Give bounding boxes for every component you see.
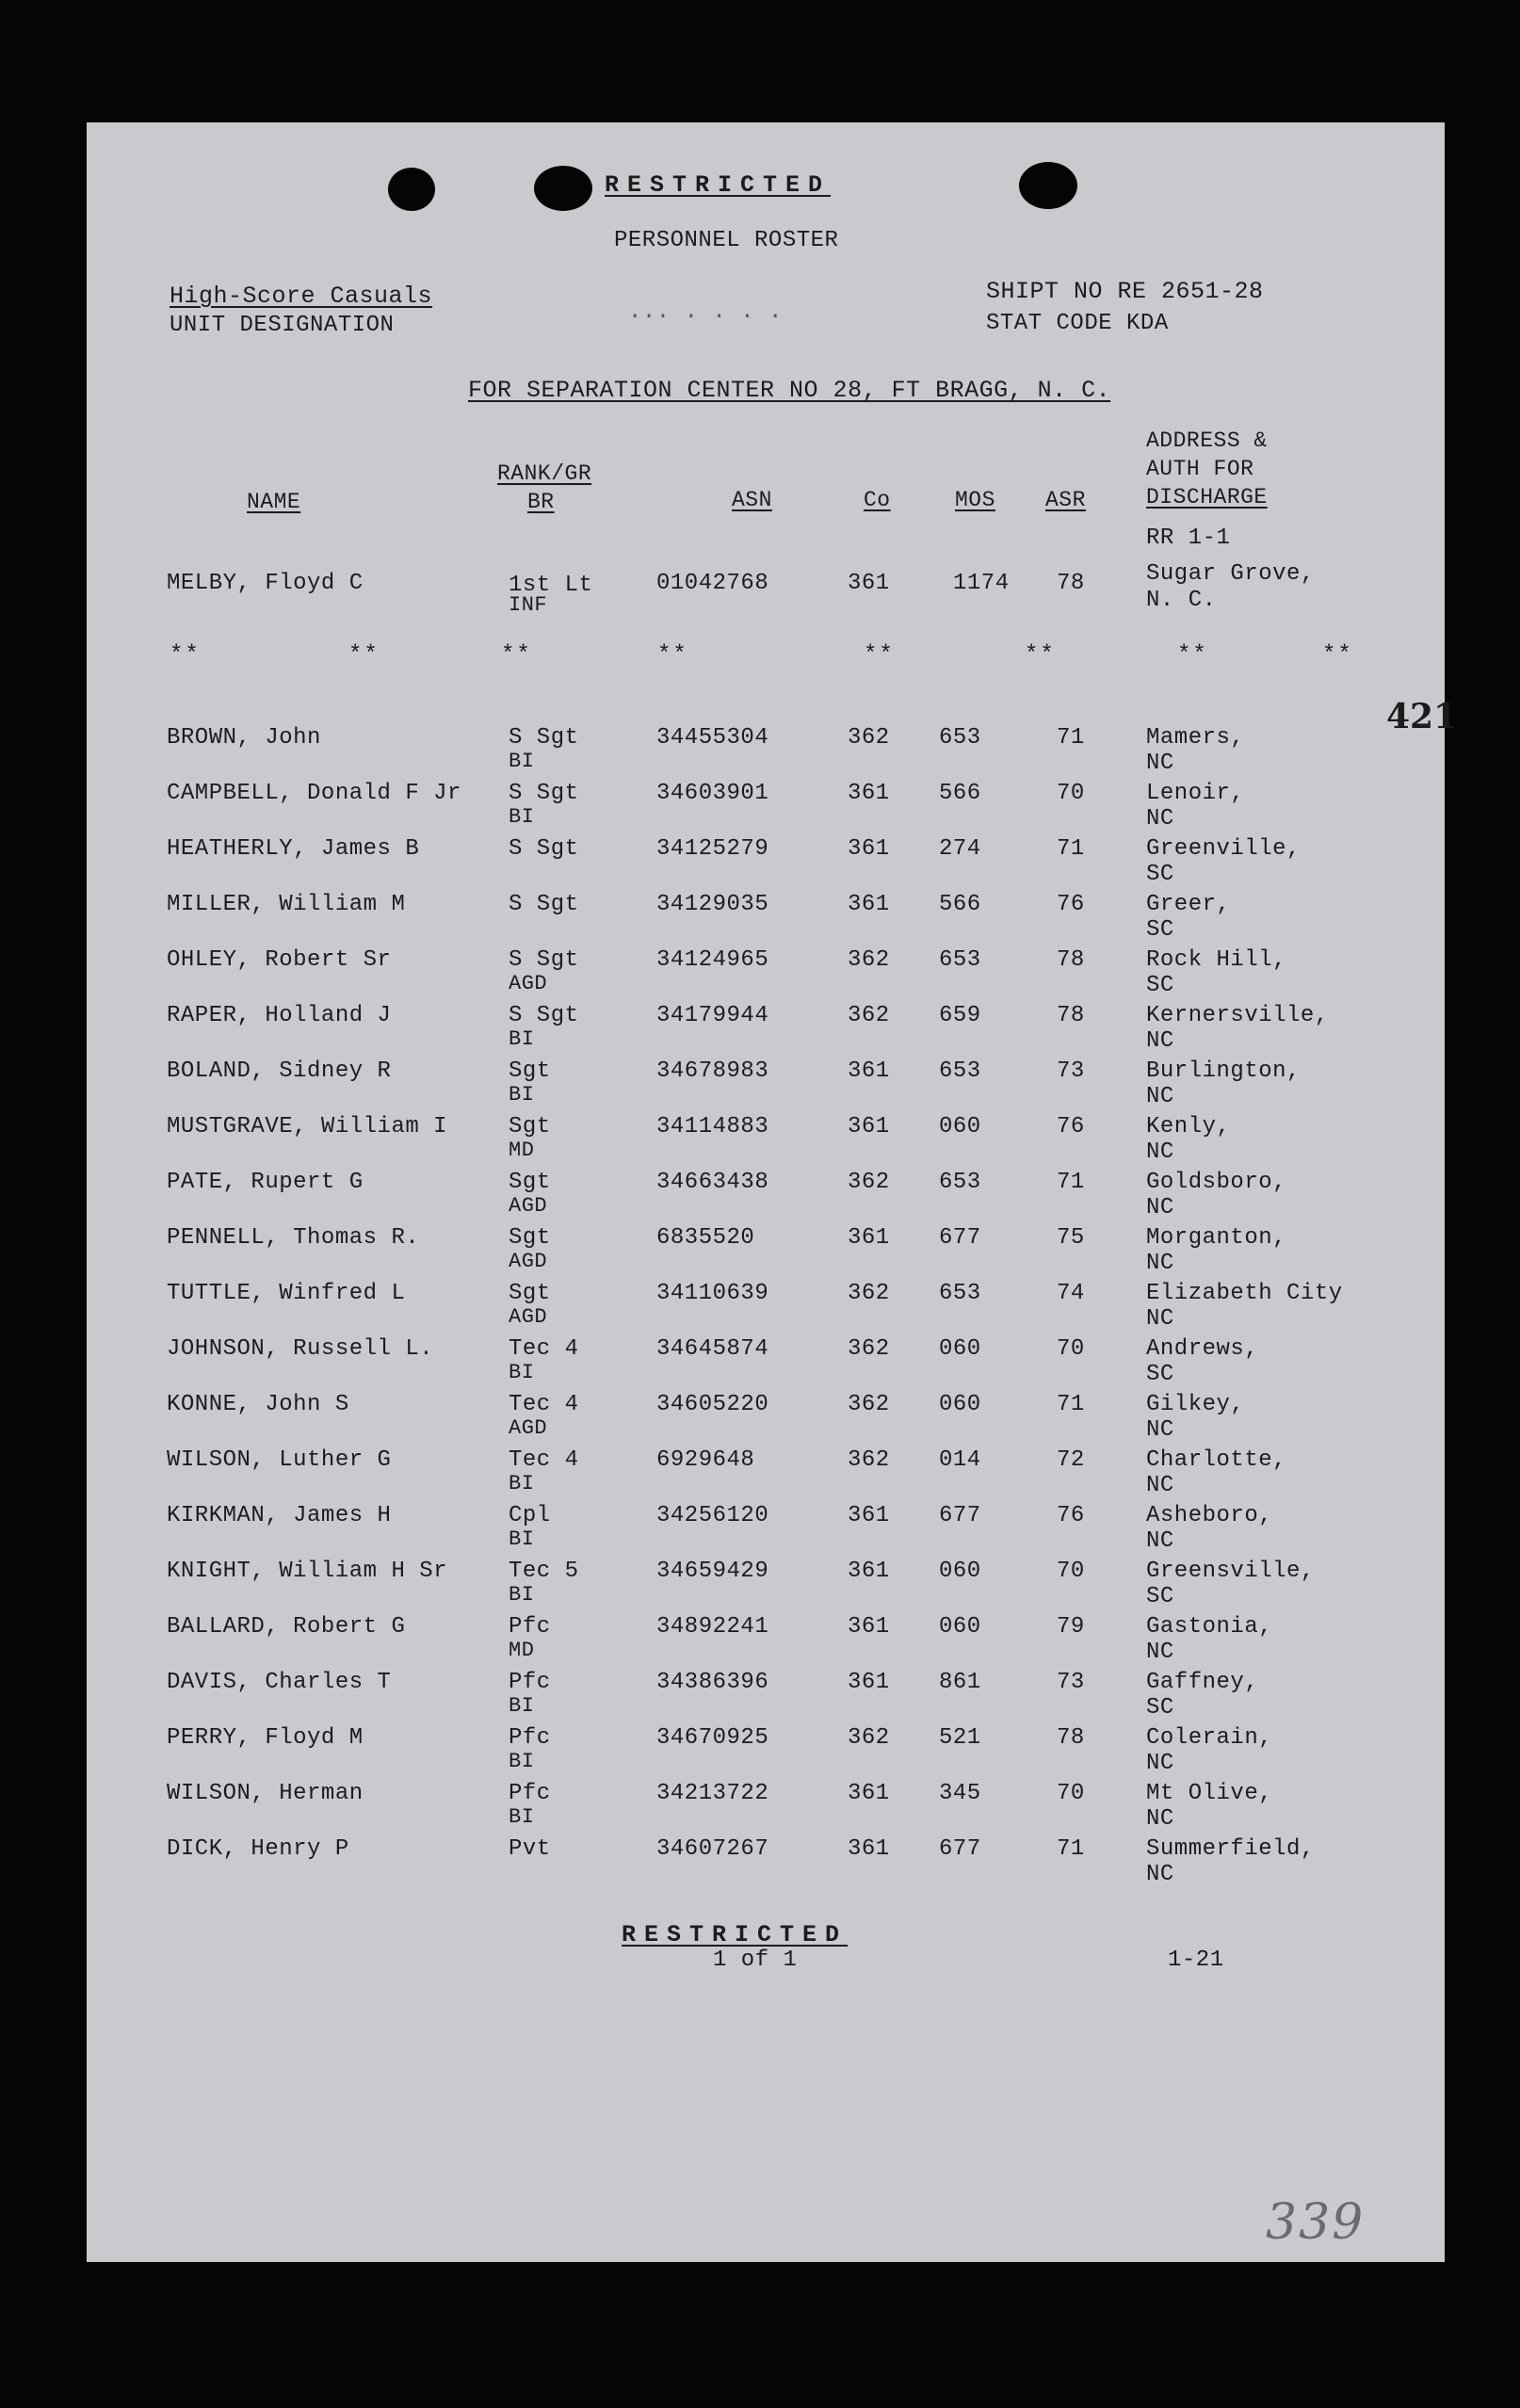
row-branch: AGD bbox=[509, 1416, 548, 1440]
row-addr2: NC bbox=[1146, 806, 1174, 832]
unit-label: UNIT DESIGNATION bbox=[170, 313, 395, 338]
row-mos: 566 bbox=[939, 781, 981, 806]
row-asr: 76 bbox=[1057, 892, 1085, 917]
row-mos: 677 bbox=[939, 1225, 981, 1251]
row-co: 362 bbox=[848, 1003, 890, 1028]
punch-hole-right bbox=[1019, 162, 1077, 209]
row-addr2: NC bbox=[1146, 1139, 1174, 1165]
row-addr2: NC bbox=[1146, 1806, 1174, 1832]
unit-name: High-Score Casuals bbox=[170, 283, 433, 310]
footer-page: 1 of 1 bbox=[713, 1947, 798, 1973]
row-co: 361 bbox=[848, 1836, 890, 1862]
row-name: BROWN, John bbox=[167, 725, 321, 751]
row-mos: 653 bbox=[939, 1170, 981, 1195]
row-co: 361 bbox=[848, 1503, 890, 1528]
row-name: PERRY, Floyd M bbox=[167, 1725, 364, 1751]
row-asn: 34455304 bbox=[656, 725, 769, 751]
row-asn: 34213722 bbox=[656, 1781, 769, 1806]
row-asr: 78 bbox=[1057, 1725, 1085, 1751]
row-branch: BI bbox=[509, 1527, 535, 1551]
row-asr: 76 bbox=[1057, 1114, 1085, 1139]
row-branch: AGD bbox=[509, 972, 548, 995]
punch-hole-center bbox=[534, 166, 592, 211]
row-asn: 34125279 bbox=[656, 836, 769, 862]
row-asn: 34110639 bbox=[656, 1281, 769, 1306]
row-branch: BI bbox=[509, 805, 535, 829]
row-co: 362 bbox=[848, 1447, 890, 1473]
row-name: KNIGHT, William H Sr bbox=[167, 1559, 448, 1584]
row-addr2: SC bbox=[1146, 1362, 1174, 1387]
row-addr2: SC bbox=[1146, 862, 1174, 887]
row-rank: Pfc bbox=[509, 1781, 551, 1806]
row-branch: AGD bbox=[509, 1305, 548, 1329]
row-asn: 34256120 bbox=[656, 1503, 769, 1528]
officer-asn: 01042768 bbox=[656, 571, 769, 596]
row-asn: 34659429 bbox=[656, 1559, 769, 1584]
header-rank-2: BR bbox=[527, 490, 555, 514]
row-name: MILLER, William M bbox=[167, 892, 406, 917]
row-rank: Sgt bbox=[509, 1170, 551, 1195]
row-branch: BI bbox=[509, 1361, 535, 1384]
row-rank: Sgt bbox=[509, 1225, 551, 1251]
row-asr: 79 bbox=[1057, 1614, 1085, 1640]
row-mos: 274 bbox=[939, 836, 981, 862]
row-asn: 34645874 bbox=[656, 1336, 769, 1362]
stat-code: STAT CODE KDA bbox=[986, 311, 1169, 336]
officer-mos: 1174 bbox=[953, 571, 1010, 596]
row-asr: 70 bbox=[1057, 1559, 1085, 1584]
row-co: 361 bbox=[848, 1059, 890, 1084]
row-co: 362 bbox=[848, 1170, 890, 1195]
row-rank: Tec 4 bbox=[509, 1447, 579, 1473]
row-mos: 060 bbox=[939, 1559, 981, 1584]
row-rank: S Sgt bbox=[509, 725, 579, 751]
officer-co: 361 bbox=[848, 571, 890, 596]
row-addr2: SC bbox=[1146, 973, 1174, 998]
row-addr2: NC bbox=[1146, 1028, 1174, 1054]
row-name: BOLAND, Sidney R bbox=[167, 1059, 392, 1084]
officer-address-2: N. C. bbox=[1146, 588, 1217, 613]
row-asr: 74 bbox=[1057, 1281, 1085, 1306]
row-co: 361 bbox=[848, 836, 890, 862]
row-co: 362 bbox=[848, 947, 890, 973]
row-asn: 6929648 bbox=[656, 1447, 755, 1473]
row-addr1: Mamers, bbox=[1146, 725, 1245, 751]
officer-address-1: Sugar Grove, bbox=[1146, 561, 1315, 587]
row-addr1: Morganton, bbox=[1146, 1225, 1287, 1251]
row-branch: BI bbox=[509, 1083, 535, 1107]
row-addr2: NC bbox=[1146, 1251, 1174, 1276]
separation-center: FOR SEPARATION CENTER NO 28, FT BRAGG, N. C. bbox=[468, 377, 1111, 404]
row-rank: S Sgt bbox=[509, 892, 579, 917]
header-asn: ASN bbox=[732, 488, 772, 512]
row-addr2: SC bbox=[1146, 917, 1174, 943]
row-addr2: NC bbox=[1146, 1473, 1174, 1498]
row-asn: 34386396 bbox=[656, 1670, 769, 1695]
row-asr: 78 bbox=[1057, 947, 1085, 973]
row-branch: BI bbox=[509, 1027, 535, 1051]
row-co: 362 bbox=[848, 1336, 890, 1362]
row-name: CAMPBELL, Donald F Jr bbox=[167, 781, 461, 806]
row-rank: S Sgt bbox=[509, 947, 579, 973]
row-branch: BI bbox=[509, 1805, 535, 1829]
row-co: 361 bbox=[848, 1559, 890, 1584]
row-addr1: Kenly, bbox=[1146, 1114, 1231, 1139]
row-addr1: Burlington, bbox=[1146, 1059, 1301, 1084]
row-mos: 653 bbox=[939, 947, 981, 973]
row-mos: 653 bbox=[939, 725, 981, 751]
row-addr1: Kernersville, bbox=[1146, 1003, 1329, 1028]
row-addr2: NC bbox=[1146, 1084, 1174, 1109]
row-addr1: Gastonia, bbox=[1146, 1614, 1273, 1640]
separator-stars: ** bbox=[864, 642, 895, 668]
separator-stars: ** bbox=[501, 642, 532, 668]
row-asr: 71 bbox=[1057, 1170, 1085, 1195]
document-title: RESTRICTED bbox=[605, 171, 832, 199]
row-asn: 34114883 bbox=[656, 1114, 769, 1139]
row-rank: Tec 5 bbox=[509, 1559, 579, 1584]
row-addr1: Greer, bbox=[1146, 892, 1231, 917]
row-name: MUSTGRAVE, William I bbox=[167, 1114, 448, 1139]
footer-restricted: RESTRICTED bbox=[622, 1921, 849, 1948]
row-rank: Sgt bbox=[509, 1114, 551, 1139]
row-mos: 677 bbox=[939, 1503, 981, 1528]
row-mos: 653 bbox=[939, 1281, 981, 1306]
row-addr1: Charlotte, bbox=[1146, 1447, 1287, 1473]
officer-name: MELBY, Floyd C bbox=[167, 571, 364, 596]
row-asn: 6835520 bbox=[656, 1225, 755, 1251]
row-addr1: Gilkey, bbox=[1146, 1392, 1245, 1417]
row-addr2: SC bbox=[1146, 1695, 1174, 1721]
row-co: 362 bbox=[848, 1281, 890, 1306]
row-rank: Pvt bbox=[509, 1836, 551, 1862]
row-mos: 521 bbox=[939, 1725, 981, 1751]
row-rank: S Sgt bbox=[509, 1003, 579, 1028]
handwritten-number: 339 bbox=[1266, 2194, 1366, 2251]
row-asr: 70 bbox=[1057, 1781, 1085, 1806]
row-branch: BI bbox=[509, 1472, 535, 1495]
row-co: 361 bbox=[848, 1114, 890, 1139]
row-asn: 34607267 bbox=[656, 1836, 769, 1862]
row-name: KIRKMAN, James H bbox=[167, 1503, 392, 1528]
row-asn: 34124965 bbox=[656, 947, 769, 973]
row-addr1: Summerfield, bbox=[1146, 1836, 1315, 1862]
row-asr: 72 bbox=[1057, 1447, 1085, 1473]
row-name: WILSON, Herman bbox=[167, 1781, 364, 1806]
row-mos: 014 bbox=[939, 1447, 981, 1473]
row-mos: 060 bbox=[939, 1614, 981, 1640]
separator-stars: ** bbox=[1322, 642, 1353, 668]
row-co: 361 bbox=[848, 1781, 890, 1806]
row-branch: BI bbox=[509, 1694, 535, 1718]
row-branch: AGD bbox=[509, 1194, 548, 1218]
row-asn: 34678983 bbox=[656, 1059, 769, 1084]
header-asr: ASR bbox=[1045, 488, 1086, 512]
row-co: 362 bbox=[848, 1392, 890, 1417]
row-co: 361 bbox=[848, 1614, 890, 1640]
header-address-3: DISCHARGE bbox=[1146, 485, 1268, 509]
row-addr2: NC bbox=[1146, 1640, 1174, 1665]
side-page-number: 421 bbox=[1386, 697, 1458, 736]
row-rank: Tec 4 bbox=[509, 1392, 579, 1417]
row-addr2: NC bbox=[1146, 751, 1174, 776]
officer-rank: 1st Lt bbox=[509, 573, 593, 598]
row-rank: Tec 4 bbox=[509, 1336, 579, 1362]
header-mos: MOS bbox=[955, 488, 995, 512]
officer-asr: 78 bbox=[1057, 571, 1085, 596]
row-addr1: Andrews, bbox=[1146, 1336, 1259, 1362]
row-name: HEATHERLY, James B bbox=[167, 836, 420, 862]
row-co: 361 bbox=[848, 892, 890, 917]
row-mos: 060 bbox=[939, 1392, 981, 1417]
row-addr2: NC bbox=[1146, 1751, 1174, 1776]
separator-stars: ** bbox=[657, 642, 688, 668]
row-asr: 71 bbox=[1057, 1392, 1085, 1417]
row-rank: Pfc bbox=[509, 1725, 551, 1751]
header-rank-1: RANK/GR bbox=[497, 461, 592, 486]
row-addr1: Asheboro, bbox=[1146, 1503, 1273, 1528]
row-co: 362 bbox=[848, 725, 890, 751]
separator-stars: ** bbox=[1177, 642, 1208, 668]
row-co: 362 bbox=[848, 1725, 890, 1751]
row-addr2: SC bbox=[1146, 1584, 1174, 1609]
row-addr1: Colerain, bbox=[1146, 1725, 1273, 1751]
row-name: DICK, Henry P bbox=[167, 1836, 349, 1862]
row-addr1: Rock Hill, bbox=[1146, 947, 1287, 973]
row-addr1: Elizabeth City bbox=[1146, 1281, 1343, 1306]
header-address-2: AUTH FOR bbox=[1146, 457, 1254, 481]
row-mos: 677 bbox=[939, 1836, 981, 1862]
officer-branch: INF bbox=[509, 593, 548, 617]
document-subtitle: PERSONNEL ROSTER bbox=[614, 228, 839, 253]
row-rank: Pfc bbox=[509, 1614, 551, 1640]
center-mark: ... . . . . bbox=[628, 299, 783, 325]
row-asr: 78 bbox=[1057, 1003, 1085, 1028]
row-branch: MD bbox=[509, 1639, 535, 1662]
row-co: 361 bbox=[848, 1225, 890, 1251]
row-addr1: Lenoir, bbox=[1146, 781, 1245, 806]
row-addr2: NC bbox=[1146, 1417, 1174, 1443]
shipment-number: SHIPT NO RE 2651-28 bbox=[986, 278, 1264, 305]
row-asn: 34670925 bbox=[656, 1725, 769, 1751]
authority: RR 1-1 bbox=[1146, 525, 1231, 551]
row-branch: MD bbox=[509, 1139, 535, 1162]
row-addr1: Mt Olive, bbox=[1146, 1781, 1273, 1806]
row-rank: S Sgt bbox=[509, 836, 579, 862]
row-addr1: Greenville, bbox=[1146, 836, 1301, 862]
row-mos: 566 bbox=[939, 892, 981, 917]
row-asn: 34129035 bbox=[656, 892, 769, 917]
separator-stars: ** bbox=[348, 642, 380, 668]
row-addr2: NC bbox=[1146, 1195, 1174, 1220]
row-addr2: NC bbox=[1146, 1862, 1174, 1887]
row-mos: 345 bbox=[939, 1781, 981, 1806]
row-branch: BI bbox=[509, 1750, 535, 1773]
row-asr: 70 bbox=[1057, 1336, 1085, 1362]
row-branch: BI bbox=[509, 1583, 535, 1607]
row-name: WILSON, Luther G bbox=[167, 1447, 392, 1473]
row-addr1: Gaffney, bbox=[1146, 1670, 1259, 1695]
row-addr2: NC bbox=[1146, 1528, 1174, 1554]
row-asr: 70 bbox=[1057, 781, 1085, 806]
row-name: RAPER, Holland J bbox=[167, 1003, 392, 1028]
header-name: NAME bbox=[247, 490, 301, 514]
row-rank: Cpl bbox=[509, 1503, 551, 1528]
row-name: DAVIS, Charles T bbox=[167, 1670, 392, 1695]
row-name: OHLEY, Robert Sr bbox=[167, 947, 392, 973]
row-branch: BI bbox=[509, 750, 535, 773]
row-rank: Sgt bbox=[509, 1059, 551, 1084]
row-asn: 34892241 bbox=[656, 1614, 769, 1640]
row-co: 361 bbox=[848, 781, 890, 806]
row-asn: 34179944 bbox=[656, 1003, 769, 1028]
row-asn: 34603901 bbox=[656, 781, 769, 806]
separator-stars: ** bbox=[170, 642, 201, 668]
row-asr: 71 bbox=[1057, 725, 1085, 751]
row-addr1: Goldsboro, bbox=[1146, 1170, 1287, 1195]
header-address-1: ADDRESS & bbox=[1146, 428, 1268, 453]
row-mos: 659 bbox=[939, 1003, 981, 1028]
row-name: KONNE, John S bbox=[167, 1392, 349, 1417]
row-asr: 76 bbox=[1057, 1503, 1085, 1528]
row-rank: Pfc bbox=[509, 1670, 551, 1695]
row-mos: 653 bbox=[939, 1059, 981, 1084]
row-asn: 34605220 bbox=[656, 1392, 769, 1417]
row-co: 361 bbox=[848, 1670, 890, 1695]
row-mos: 861 bbox=[939, 1670, 981, 1695]
punch-hole-left bbox=[388, 168, 435, 211]
row-name: BALLARD, Robert G bbox=[167, 1614, 406, 1640]
separator-stars: ** bbox=[1025, 642, 1056, 668]
row-rank: S Sgt bbox=[509, 781, 579, 806]
row-name: PATE, Rupert G bbox=[167, 1170, 364, 1195]
row-addr2: NC bbox=[1146, 1306, 1174, 1332]
row-addr1: Greensville, bbox=[1146, 1559, 1315, 1584]
row-asr: 71 bbox=[1057, 1836, 1085, 1862]
row-name: PENNELL, Thomas R. bbox=[167, 1225, 420, 1251]
row-asr: 73 bbox=[1057, 1059, 1085, 1084]
row-asr: 71 bbox=[1057, 836, 1085, 862]
row-asr: 75 bbox=[1057, 1225, 1085, 1251]
row-mos: 060 bbox=[939, 1114, 981, 1139]
row-branch: AGD bbox=[509, 1250, 548, 1273]
row-asn: 34663438 bbox=[656, 1170, 769, 1195]
row-mos: 060 bbox=[939, 1336, 981, 1362]
header-co: Co bbox=[864, 488, 891, 512]
footer-ref: 1-21 bbox=[1168, 1947, 1224, 1973]
row-asr: 73 bbox=[1057, 1670, 1085, 1695]
row-name: JOHNSON, Russell L. bbox=[167, 1336, 434, 1362]
row-rank: Sgt bbox=[509, 1281, 551, 1306]
roster-page bbox=[87, 122, 1458, 2262]
row-name: TUTTLE, Winfred L bbox=[167, 1281, 406, 1306]
